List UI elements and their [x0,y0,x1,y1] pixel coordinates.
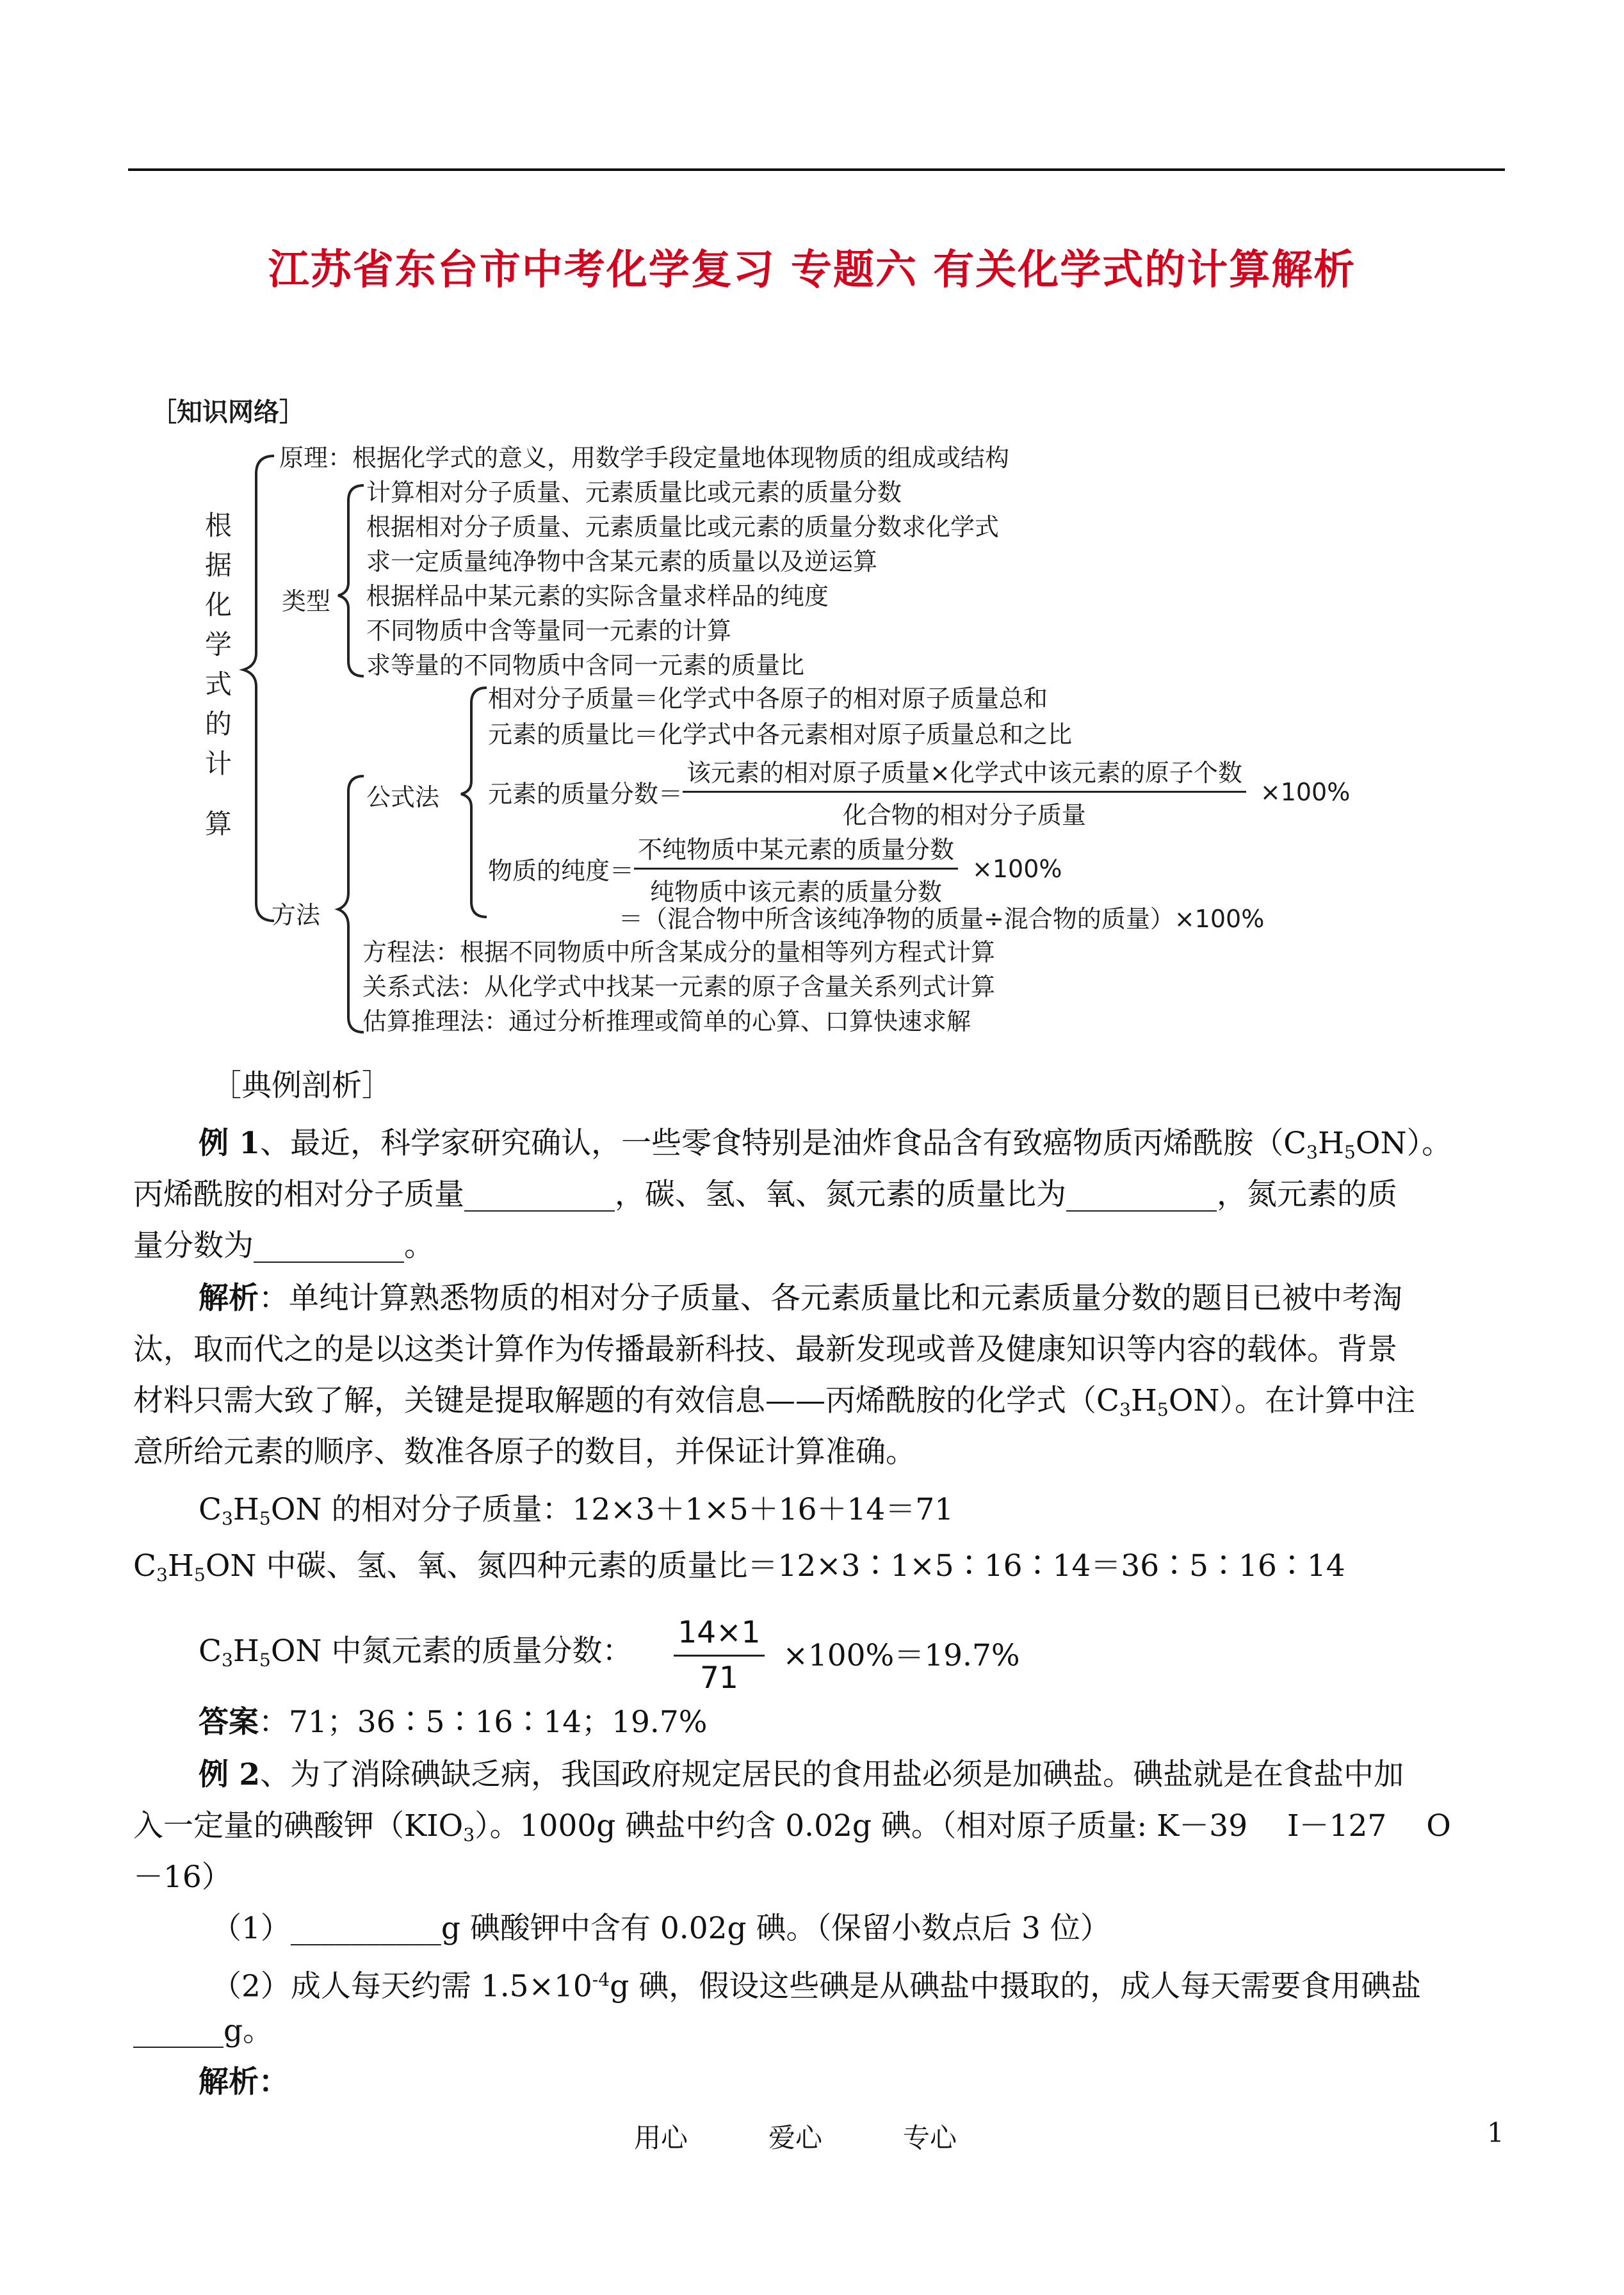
text: H [232,1633,259,1669]
text: H [167,1548,194,1584]
ex2-line2 [133,1801,1451,1861]
root-char: 根 [204,510,232,541]
type-item: 根据样品中某元素的实际含量求样品的纯度 [366,582,829,610]
sub: 5 [1344,1142,1356,1163]
text: ：单纯计算熟悉物质的相对分子质量、各元素质量比和元素质量分数的题目已被中考淘 [259,1281,1402,1316]
method-item: 估算推理法：通过分析推理或简单的心算、口算快速求解 [362,1007,971,1035]
calc3-numerator: 14×1 [674,1614,764,1657]
text: （2）成人每天约需 1.5×10 [211,1968,592,2004]
calc3-fraction [674,1614,764,1698]
analysis2-label: 解析： [199,2064,289,2100]
sub: 3 [221,1508,233,1529]
purity-frac [634,830,958,907]
text: 、最近，科学家研究确认，一些零食特别是油炸食品含有致癌物质丙烯酰胺（C [260,1126,1307,1161]
principle: 原理：根据化学式的意义，用数学手段定量地体现物质的组成或结构 [279,444,1010,472]
type-item: 不同物质中含等量同一元素的计算 [366,617,732,645]
text: g 碘，假设这些碘是从碘盐中摄取的，成人每天需要食用碘盐 [610,1968,1422,2004]
network-heading: ［知识网络］ [151,398,305,427]
ex2-label: 例 2 [199,1757,261,1792]
footer-motto: 用心 爱心 专心 [634,2122,957,2153]
calc3-prefix [199,1634,632,1669]
ex2-line3: －16） [133,1860,232,1895]
page-number: 1 [1487,2117,1504,2148]
types-label: 类型 [282,587,331,615]
text: C [199,1633,222,1669]
calc3-denominator: 71 [700,1660,738,1696]
ex1-line2: 丙烯酰胺的相对分子质量__________，碳、氢、氧、氮元素的质量比为__________，氮元素的质 [133,1177,1397,1212]
sub: 5 [193,1564,206,1585]
analysis-line2: 汰，取而代之的是以这类计算作为传播最新科技、最新发现或普及健康知识等内容的载体。背景 [133,1332,1397,1367]
root-label [202,506,234,844]
page-title: 江苏省东台市中考化学复习 专题六 有关化学式的计算解析 [268,246,1356,294]
formula-mass-fraction [488,753,1350,831]
calc-line3 [199,1614,1020,1698]
fraction-denominator: 化合物的相对分子质量 [842,801,1086,829]
text: H [232,1492,259,1527]
text: 材料只需大致了解，关键是提取解题的有效信息——丙烯酰胺的化学式（C [133,1383,1119,1418]
analysis-label: 解析 [199,1281,259,1316]
root-char: 化 [204,589,232,620]
calc-line2 [133,1541,1345,1601]
text: H [1130,1383,1157,1418]
sub: 3 [156,1564,168,1585]
purity-tail: ×100% [972,854,1062,883]
root-char: 算 [204,808,232,839]
root-char: 计 [204,748,232,779]
mass-fraction-frac [683,753,1246,831]
formula-method-label: 公式法 [366,783,440,811]
answer-label: 答案 [199,1705,259,1740]
ex2-line1 [199,1749,1404,1801]
text: ON）。在计算中注 [1168,1383,1416,1418]
text: 入一定量的碘酸钾（KIO [133,1808,464,1844]
text: ）。1000g 碘盐中约含 0.02g 碘。（相对原子质量: K－39 I－127 O [475,1808,1451,1844]
root-char: 式 [204,669,232,700]
text: 、为了消除碘缺乏病，我国政府规定居民的食用盐必须是加碘盐。碘盐就是在食盐中加 [260,1757,1404,1792]
text: C [133,1548,156,1584]
sub: 5 [1157,1399,1169,1420]
purity-alternative: ＝（混合物中所含该纯净物的质量÷混合物的质量）×100% [619,905,1265,933]
analysis-line1 [199,1273,1402,1324]
analysis-line4: 意所给元素的顺序、数准各原子的数目，并保证计算准确。 [133,1434,916,1470]
root-char: 据 [204,549,232,581]
formula-mass-ratio: 元素的质量比＝化学式中各元素相对原子质量总和之比 [488,720,1073,749]
formula-relative-mass: 相对分子质量＝化学式中各原子的相对原子质量总和 [488,685,1048,713]
answer-line [199,1697,707,1748]
root-char: 学 [204,629,232,660]
text: ON 的相对分子质量：12×3＋1×5＋16＋14＝71 [270,1492,954,1527]
calc3-result: ×100%＝19.7% [783,1637,1020,1673]
type-item: 求等量的不同物质中含同一元素的质量比 [366,651,805,679]
purity-label: 物质的纯度＝ [488,857,635,885]
sub: 3 [1306,1142,1318,1163]
text: ON）。 [1355,1126,1452,1161]
formula-purity [488,830,1062,907]
sub: 3 [1119,1399,1131,1420]
text: H [1317,1126,1344,1161]
fraction-numerator: 该元素的相对原子质量×化学式中该元素的原子个数 [683,753,1246,793]
sub: 5 [259,1649,271,1671]
answer-text: ：71；36∶5∶16∶14；19.7% [259,1705,708,1740]
type-item: 求一定质量纯净物中含某元素的质量以及逆运算 [366,547,878,576]
method-item: 方程法：根据不同物质中所含某成分的量相等列方程式计算 [362,938,996,966]
method-item: 关系式法：从化学式中找某一元素的原子含量关系列式计算 [362,973,996,1001]
ex1-label: 例 1 [199,1126,261,1161]
text: C [199,1492,222,1527]
ex1-line3: 量分数为__________。 [133,1228,434,1263]
sub: 3 [463,1824,475,1845]
fraction-label: 元素的质量分数＝ [488,780,683,808]
sub: 3 [221,1649,233,1671]
fraction-tail: ×100% [1260,777,1351,806]
exponent: -4 [592,1969,610,1990]
type-item: 计算相对分子质量、元素质量比或元素的质量分数 [366,478,902,507]
calc-line1 [199,1484,954,1545]
sub: 5 [259,1508,271,1529]
text: ON 中氮元素的质量分数： [270,1633,633,1669]
purity-denominator: 纯物质中该元素的质量分数 [650,878,943,906]
ex2-question2 [211,1954,1421,2013]
purity-numerator: 不纯物质中某元素的质量分数 [634,830,958,870]
root-char: 的 [204,708,232,740]
ex2-question1: （1）__________g 碘酸钾中含有 0.02g 碘。（保留小数点后 3 位） [211,1911,1110,1946]
ex2-question2-line2: ______g。 [133,2013,273,2048]
examples-heading: ［典例剖析］ [211,1068,392,1103]
methods-label: 方法 [272,901,321,929]
text: ON 中碳、氢、氧、氮四种元素的质量比＝12×3∶1×5∶16∶14＝36∶5∶16∶14 [205,1548,1345,1584]
type-item: 根据相对分子质量、元素质量比或元素的质量分数求化学式 [366,513,1000,541]
